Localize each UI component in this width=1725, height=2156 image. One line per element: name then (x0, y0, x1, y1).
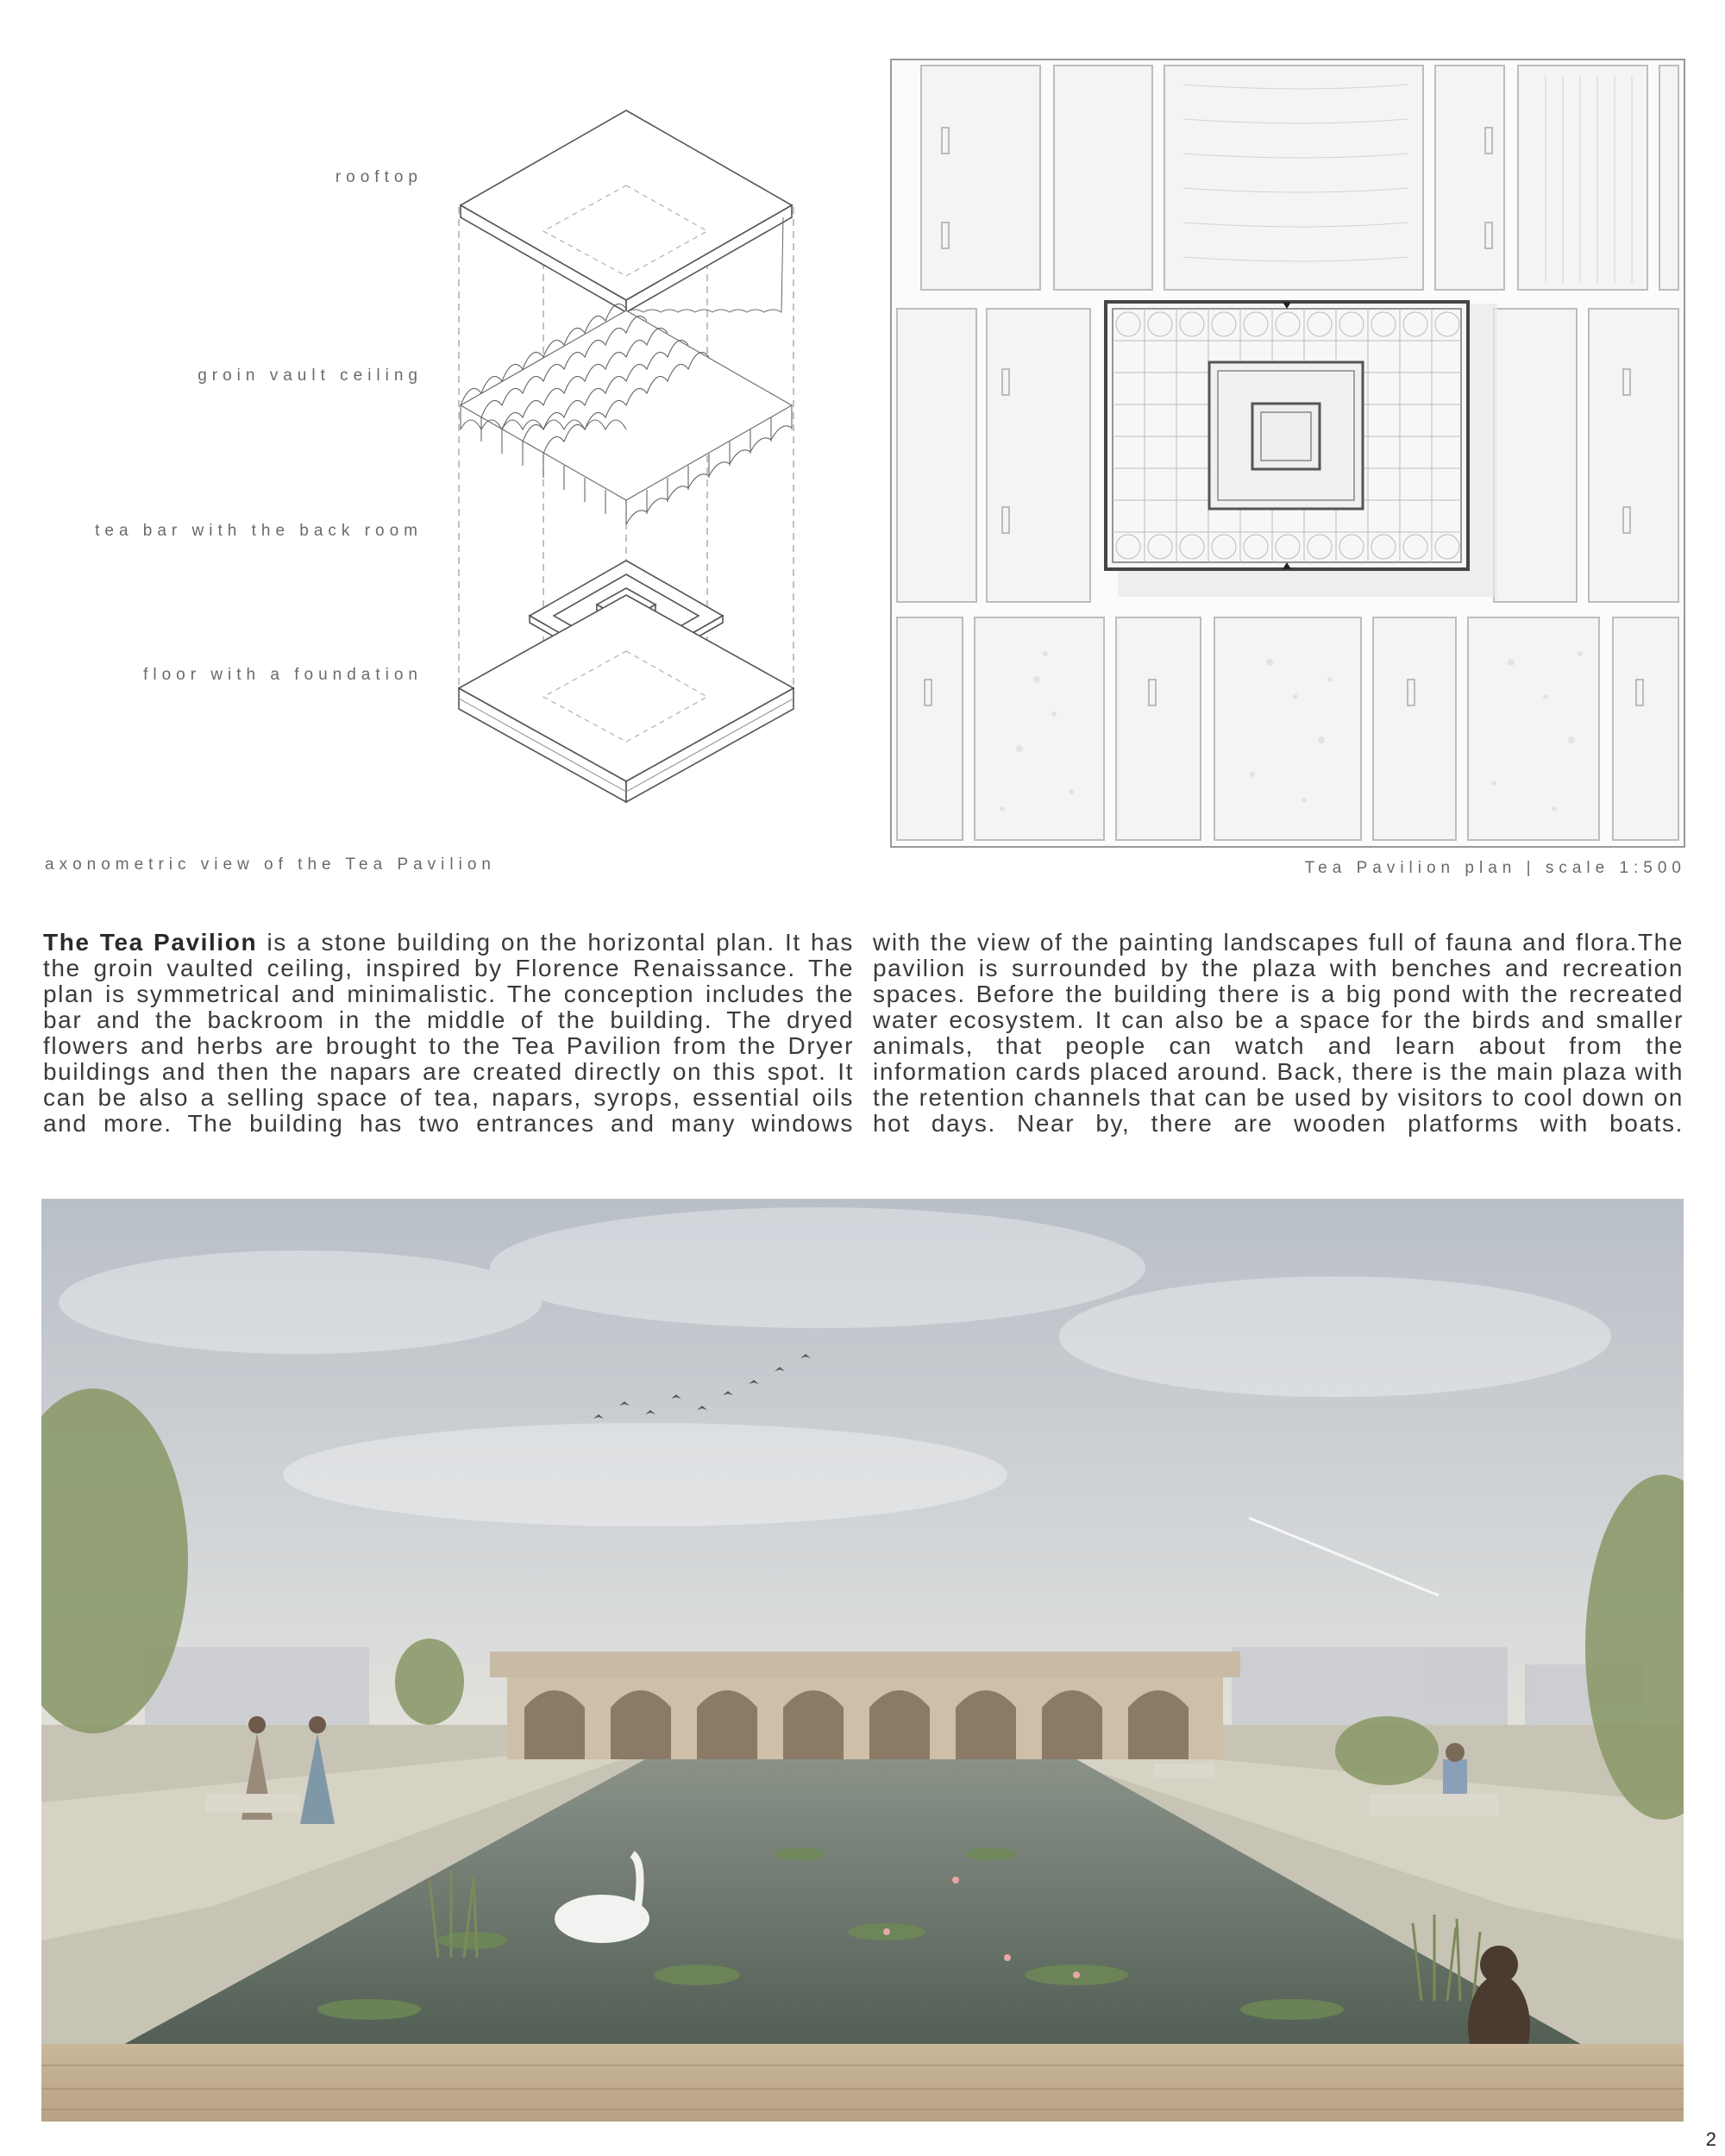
description-column-1-text: is a stone building on the horizontal plan. It has the groin vaulted ceiling, inspired by Florence Renaissance. The plan is symmetrical and minimalistic. The conception includes the bar and the backroom in the middle of the building. The dryed flowers and herbs are brought to the Tea Pavilion from the Dryer buildings and then the napars are created directly on this spot. It can be also a selling space of tea, napars, syrops, essential oils and more. The building has two entrances and many windows (43, 929, 854, 1137)
label-floor: floor with a foundation (143, 666, 423, 684)
plan-pavilion (1106, 302, 1468, 569)
label-rooftop: rooftop (335, 168, 423, 186)
plan-caption: Tea Pavilion plan | scale 1:500 (1304, 859, 1686, 877)
description-lead: The Tea Pavilion (43, 929, 258, 956)
description-column-2: with the view of the painting landscapes full of fauna and flora.The pavilion is surrounded by the plaza with benches and recreation spaces. Before the building there is a big pond with the recreated water ecosystem. It can also be a space for the birds and smaller animals, that people can watch and learn about from the information cards placed around. Back, there is the main plaza with the retention channels that can be used by visitors to cool down on hot days. Near by, there are wooden platforms with boats. (873, 929, 1684, 1137)
description-column-1 (43, 930, 854, 1137)
pavilion-render (41, 1199, 1684, 2122)
axonometric-caption: axonometric view of the Tea Pavilion (45, 856, 496, 874)
axonometric-labels (34, 155, 423, 707)
tea-pavilion-plan (890, 59, 1685, 848)
axonometric-drawing (448, 95, 811, 811)
axo-rooftop (461, 110, 792, 312)
page-number: 2 (1705, 2128, 1716, 2150)
axo-floor (459, 595, 794, 802)
axo-groin-vault (461, 304, 792, 524)
render-pavilion (490, 1651, 1240, 1759)
label-groin-vault-ceiling: groin vault ceiling (198, 367, 423, 385)
label-tea-bar: tea bar with the back room (95, 522, 423, 540)
